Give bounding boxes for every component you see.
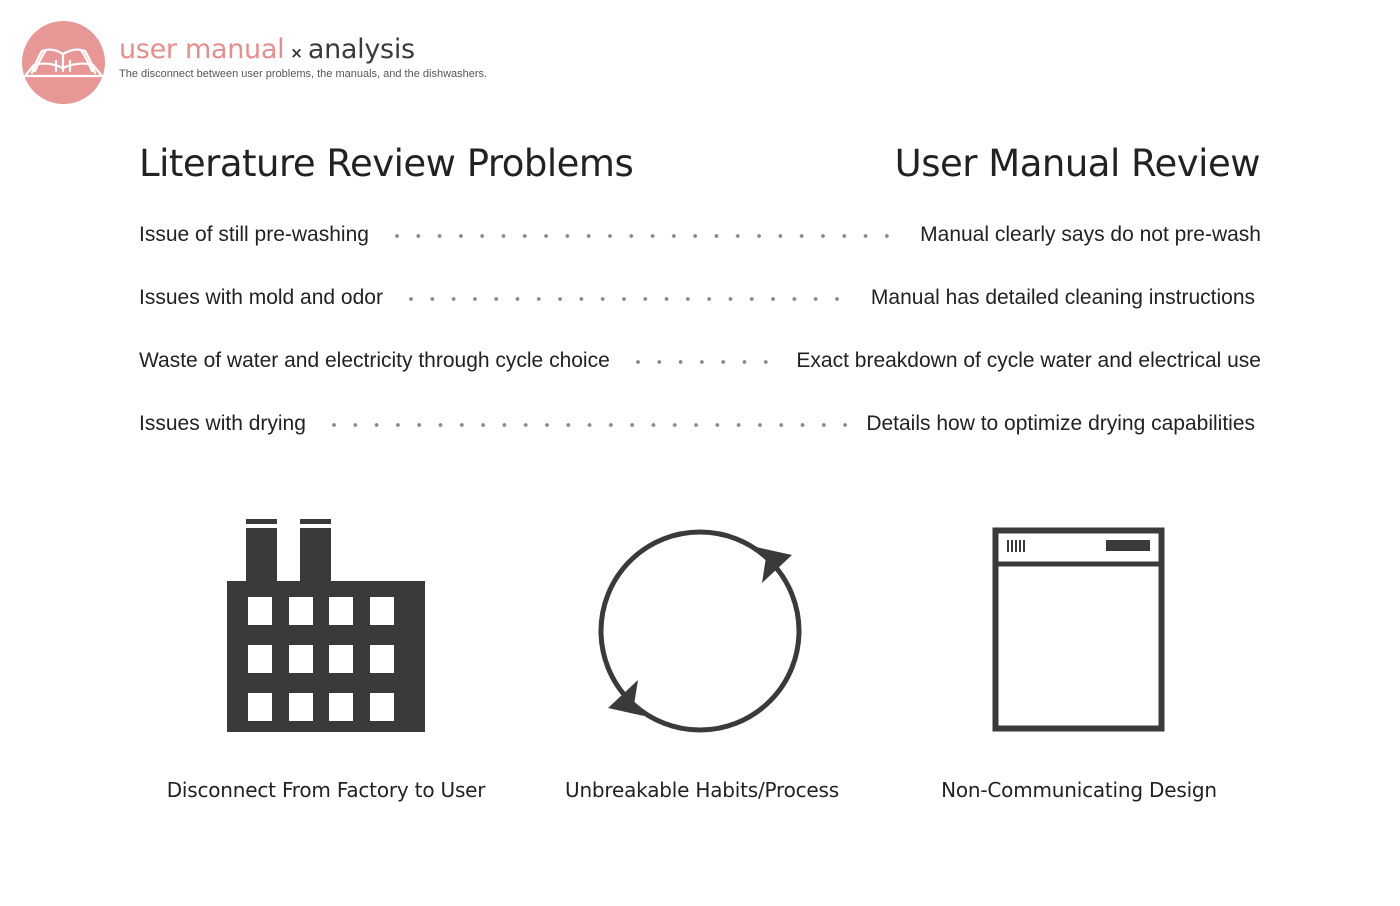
concept-caption: Unbreakable Habits/Process [565,778,839,802]
left-column-heading: Literature Review Problems [139,142,634,185]
dotted-leader [332,423,848,427]
right-column-heading: User Manual Review [894,142,1260,185]
concept-caption: Non-Communicating Design [941,778,1217,802]
dotted-leader [409,297,853,301]
brand-separator: × [290,44,303,62]
dotted-leader [395,234,902,238]
brand-secondary: analysis [307,34,415,65]
row-problem: Issue of still pre-washing [139,223,369,246]
comparison-row [139,346,1261,376]
comparison-row [139,409,1255,439]
tagline: The disconnect between user problems, the manuals, and the dishwashers. [119,68,488,80]
brand-primary: user manual [119,34,285,65]
factory-icon [226,519,426,737]
row-review: Manual has detailed cleaning instructions [870,286,1255,309]
open-book-icon [22,21,105,104]
brand-title [119,34,415,70]
row-problem: Issues with mold and odor [139,286,383,309]
cycle-arrows-icon [596,527,806,741]
comparison-row [139,220,1261,250]
row-review: Manual clearly says do not pre-wash [920,223,1261,246]
dotted-leader [636,360,779,364]
row-review: Exact breakdown of cycle water and electrical use [796,349,1261,372]
dishwasher-icon [992,527,1167,737]
concept-caption: Disconnect From Factory to User [166,778,486,802]
row-problem: Waste of water and electricity through cycle choice [139,349,610,372]
comparison-row [139,283,1255,313]
logo [22,21,105,104]
row-review: Details how to optimize drying capabilities [866,412,1255,435]
row-problem: Issues with drying [139,412,306,435]
